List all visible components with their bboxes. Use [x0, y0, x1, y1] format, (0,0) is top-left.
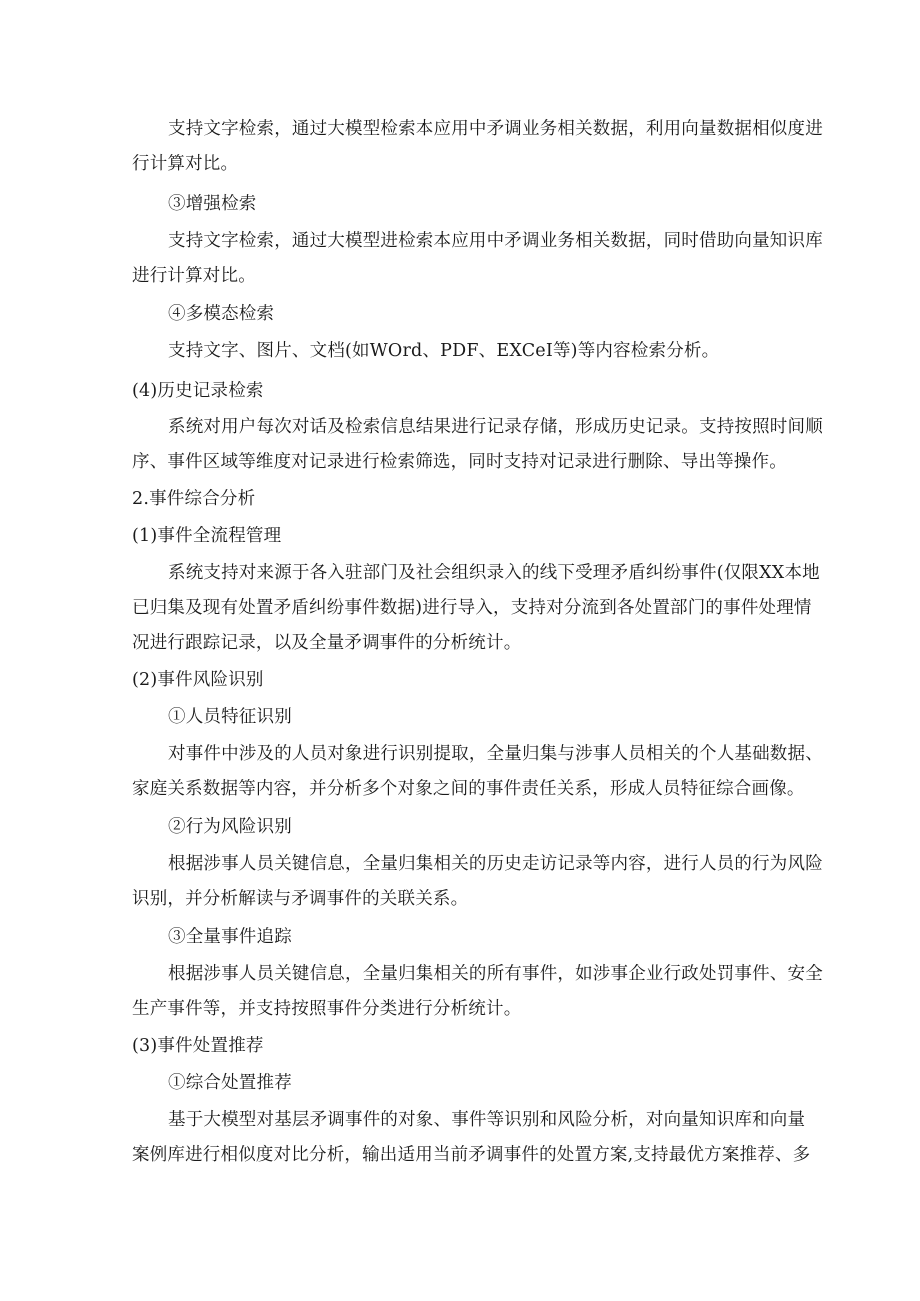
section-heading: (2)事件风险识别 [132, 670, 264, 690]
body-paragraph-line: 识别，并分析解读与矛调事件的关联关系。 [132, 889, 469, 909]
section-heading: (3)事件处置推荐 [132, 1036, 264, 1056]
body-paragraph-line: 系统支持对来源于各入驻部门及社会组织录入的线下受理矛盾纠纷事件(仅限XX本地 [168, 563, 820, 583]
body-paragraph-line: 基于大模型对基层矛调事件的对象、事件等识别和风险分析，对向量知识库和向量 [168, 1110, 806, 1130]
sub-heading: ①人员特征识别 [168, 707, 292, 727]
body-paragraph-line: 序、事件区域等维度对记录进行检索筛选，同时支持对记录进行删除、导出等操作。 [132, 452, 787, 472]
section-heading: (4)历史记录检索 [132, 381, 264, 401]
section-heading: (1)事件全流程管理 [132, 526, 282, 546]
sub-heading: ④多模态检索 [168, 304, 275, 324]
body-paragraph-line: 况进行跟踪记录，以及全量矛调事件的分析统计。 [132, 633, 522, 653]
sub-heading: ②行为风险识别 [168, 817, 292, 837]
body-paragraph-line: 根据涉事人员关键信息，全量归集相关的历史走访记录等内容，进行人员的行为风险 [168, 854, 823, 874]
body-paragraph-line: 家庭关系数据等内容，并分析多个对象之间的事件责任关系，形成人员特征综合画像。 [132, 779, 805, 799]
sub-heading: ③增强检索 [168, 194, 257, 214]
body-paragraph-line: 支持文字、图片、文档(如WOrd、PDF、EXCeI等)等内容检索分析。 [168, 341, 720, 361]
body-paragraph-line: 案例库进行相似度对比分析，输出适用当前矛调事件的处置方案,支持最优方案推荐、多 [132, 1145, 811, 1165]
sub-heading: ①综合处置推荐 [168, 1073, 292, 1093]
sub-heading: ③全量事件追踪 [168, 927, 292, 947]
body-paragraph-line: 生产事件等，并支持按照事件分类进行分析统计。 [132, 999, 522, 1019]
body-paragraph-line: 根据涉事人员关键信息，全量归集相关的所有事件，如涉事企业行政处罚事件、安全 [168, 964, 823, 984]
body-paragraph-line: 系统对用户每次对话及检索信息结果进行记录存储，形成历史记录。支持按照时间顺 [168, 417, 823, 437]
chapter-heading: 2.事件综合分析 [132, 489, 256, 509]
body-paragraph-line: 行计算对比。 [132, 154, 239, 174]
body-paragraph-line: 已归集及现有处置矛盾纠纷事件数据)进行导入，支持对分流到各处置部门的事件处理情 [132, 598, 812, 618]
body-paragraph-line: 对事件中涉及的人员对象进行识别提取，全量归集与涉事人员相关的个人基础数据、 [168, 744, 823, 764]
body-paragraph-line: 支持文字检索，通过大模型检索本应用中矛调业务相关数据，利用向量数据相似度进 [168, 119, 823, 139]
body-paragraph-line: 支持文字检索，通过大模型进检索本应用中矛调业务相关数据，同时借助向量知识库 [168, 231, 823, 251]
body-paragraph-line: 进行计算对比。 [132, 266, 256, 286]
